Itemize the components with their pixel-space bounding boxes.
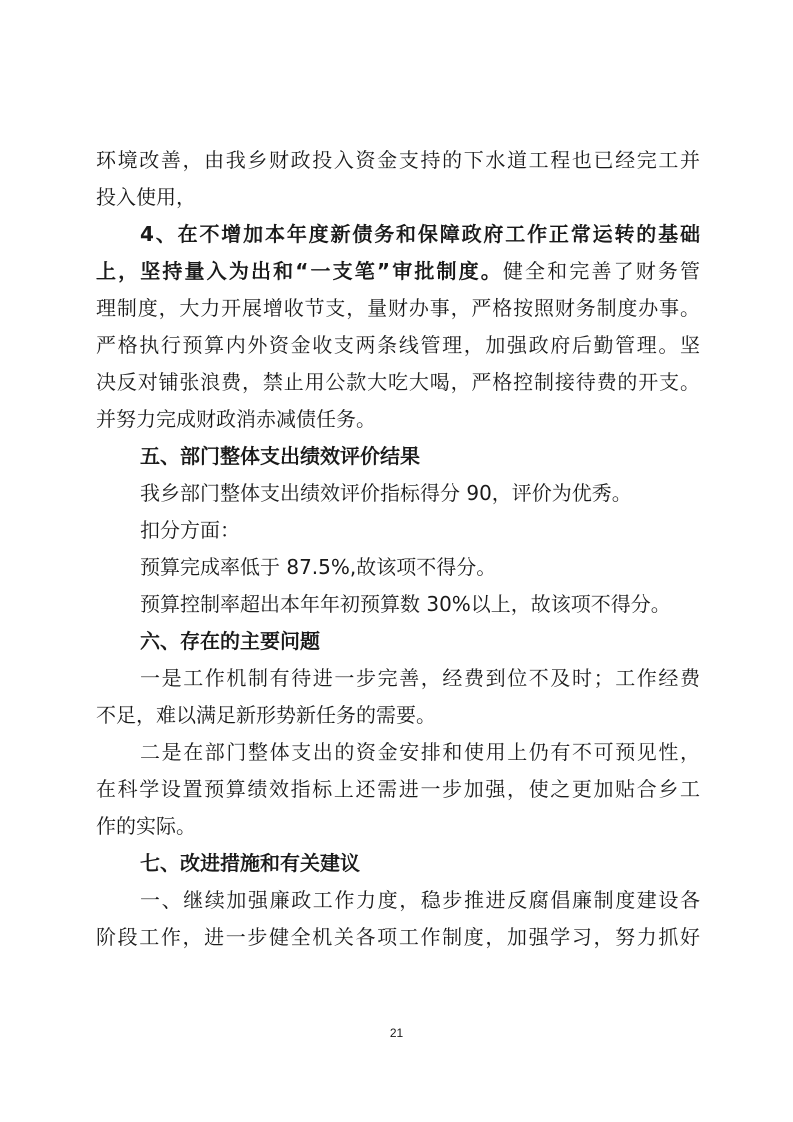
- section-6-paragraph: 作的实际。: [96, 814, 196, 838]
- section-6-paragraph: 在科学设置预算绩效指标上还需进一步加强，使之更加贴合乡工: [96, 777, 700, 801]
- section-6-paragraph: 不足，难以满足新形势新任务的需要。: [96, 703, 436, 727]
- section-7-paragraph: 阶段工作，进一步健全机关各项工作制度，加强学习，努力抓好: [96, 925, 700, 949]
- page-number: 21: [389, 1026, 404, 1040]
- item-4-text-continuation: 健全和完善了财务管: [502, 259, 700, 283]
- section-7-heading: 七、改进措施和有关建议: [140, 851, 360, 875]
- section-7-paragraph: 一、继续加强廉政工作力度，稳步推进反腐倡廉制度建设各: [140, 888, 700, 912]
- body-text-line: 环境改善，由我乡财政投入资金支持的下水道工程也已经完工并: [96, 148, 700, 172]
- body-text-line: 并努力完成财政消赤减债任务。: [96, 407, 376, 431]
- section-6-heading: 六、存在的主要问题: [140, 629, 320, 653]
- section-5-paragraph: 预算控制率超出本年年初预算数 30%以上，故该项不得分。: [140, 592, 671, 616]
- item-4-line-2: [96, 257, 700, 285]
- section-5-heading: 五、部门整体支出绩效评价结果: [140, 444, 420, 468]
- body-text-line: 决反对铺张浪费，禁止用公款大吃大喝，严格控制接待费的开支。: [96, 370, 700, 394]
- item-4-bold-continuation: 上，坚持量入为出和“一支笔”审批制度。: [96, 259, 503, 283]
- body-text-line: 严格执行预算内外资金收支两条线管理，加强政府后勤管理。坚: [96, 333, 700, 357]
- section-6-paragraph: 一是工作机制有待进一步完善，经费到位不及时；工作经费: [140, 666, 700, 690]
- section-6-paragraph: 二是在部门整体支出的资金安排和使用上仍有不可预见性，: [140, 740, 700, 764]
- section-5-paragraph: 预算完成率低于 87.5%,故该项不得分。: [140, 555, 497, 579]
- body-text-line: 理制度，大力开展增收节支，量财办事，严格按照财务制度办事。: [96, 296, 700, 320]
- item-4-bold-text: 4、在不增加本年度新债务和保障政府工作正常运转的基础: [140, 222, 700, 246]
- body-text-line: 投入使用，: [96, 185, 196, 209]
- section-5-paragraph: 我乡部门整体支出绩效评价指标得分 90，评价为优秀。: [140, 481, 632, 505]
- section-5-paragraph: 扣分方面：: [140, 518, 240, 542]
